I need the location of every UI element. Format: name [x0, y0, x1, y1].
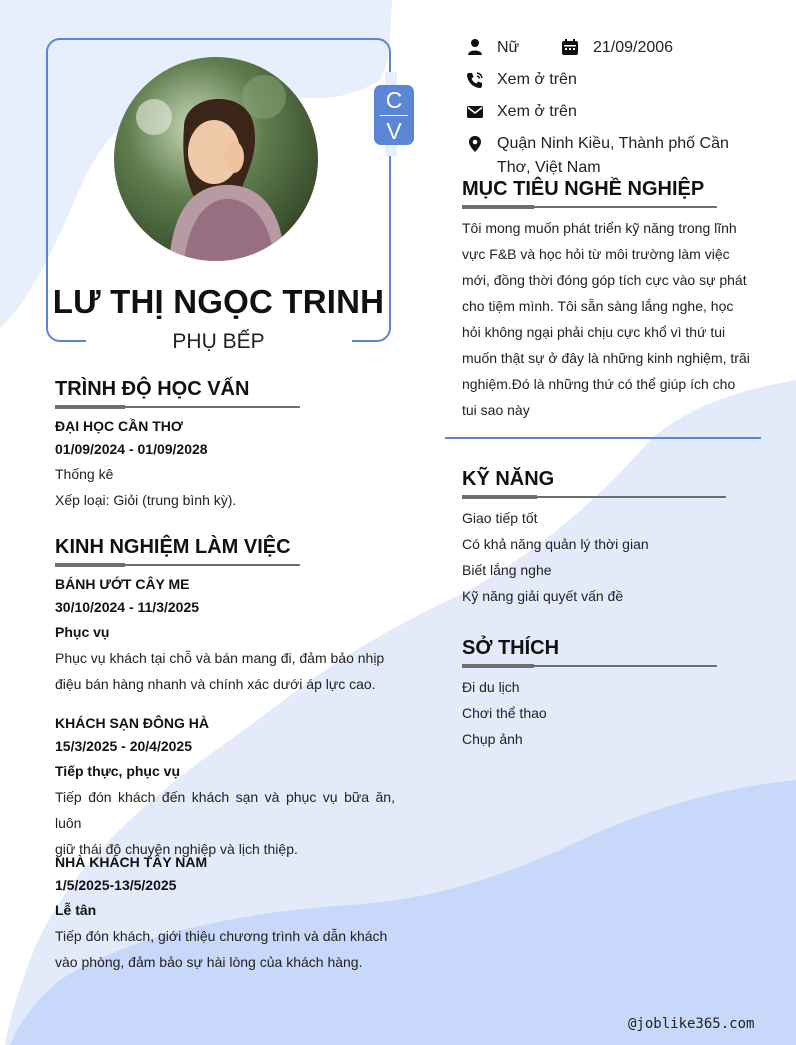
- job-description: Tiếp đón khách đến khách sạn và phục vụ bữa ăn, luôn giữ thái độ chuyên nghiệp và lịch thiệp.: [55, 789, 395, 857]
- job-period: 30/10/2024 - 11/3/2025: [55, 599, 200, 615]
- phone-icon: [466, 71, 484, 89]
- job-company: KHÁCH SẠN ĐÔNG HÀ: [55, 715, 209, 731]
- hobbies-rule: [462, 665, 717, 667]
- cv-letter-c: C: [385, 87, 403, 113]
- job-position: Lễ tân: [55, 902, 97, 918]
- hobbies-title: SỞ THÍCH: [462, 637, 560, 659]
- job-position: Tiếp thực, phục vụ: [55, 763, 181, 779]
- candidate-name: LƯ THỊ NGỌC TRINH: [52, 283, 385, 320]
- hobby-item: Chụp ảnh: [462, 731, 523, 747]
- skill-item: Có khả năng quản lý thời gian: [462, 536, 649, 552]
- hobby-item: Đi du lịch: [462, 679, 520, 695]
- job-period: 1/5/2025-13/5/2025: [55, 877, 177, 893]
- skill-item: Kỹ năng giải quyết vấn đề: [462, 588, 624, 604]
- mail-icon: [466, 103, 484, 121]
- section-divider: [445, 437, 761, 439]
- cv-letter-v: V: [386, 118, 402, 144]
- objective-title: MỤC TIÊU NGHỀ NGHIỆP: [462, 178, 705, 200]
- education-title: TRÌNH ĐỘ HỌC VẤN: [55, 378, 250, 400]
- education-rule: [55, 406, 300, 408]
- skill-item: Biết lắng nghe: [462, 562, 552, 578]
- school-name: ĐẠI HỌC CẦN THƠ: [55, 418, 183, 434]
- job-company: BÁNH ƯỚT CÂY ME: [55, 576, 190, 592]
- job-description: Phục vụ khách tại chỗ và bán mang đi, đảm bảo nhịp điệu bán hàng nhanh và chính xác dưới áp lực cao.: [55, 650, 385, 692]
- person-icon: [466, 38, 484, 56]
- phone: Xem ở trên: [497, 71, 577, 88]
- experience-title: KINH NGHIỆM LÀM VIỆC: [55, 536, 291, 558]
- birthdate: 21/09/2006: [593, 39, 674, 56]
- education-period: 01/09/2024 - 01/09/2028: [55, 441, 208, 457]
- objective-text: Tôi mong muốn phát triển kỹ năng trong lĩnh vực F&B và học hỏi từ môi trường làm việc mới, đồng thời đóng góp tích cực vào sự phát cho tiệm mình. Tôi sẵn sàng lắng nghe, học hỏi không ngại phải chịu cực khổ vì thứ tui muốn thật sự ở đây là những kinh nghiệm, trãi nghiệm.Đó là những thứ có thể giúp ích cho tui sao này: [462, 220, 750, 418]
- location-icon: [466, 135, 484, 153]
- skills-rule: [462, 496, 726, 498]
- calendar-icon: [561, 38, 579, 56]
- education-rank: Xếp loại: Giỏi (trung bình kỳ).: [55, 492, 237, 508]
- objective-rule: [462, 206, 717, 208]
- job-period: 15/3/2025 - 20/4/2025: [55, 738, 193, 754]
- hobby-item: Chơi thể thao: [462, 705, 547, 721]
- skill-item: Giao tiếp tốt: [462, 510, 538, 526]
- cv-badge: [374, 85, 414, 145]
- gender: Nữ: [497, 39, 520, 56]
- education-major: Thống kê: [55, 466, 114, 482]
- experience-rule: [55, 564, 300, 566]
- candidate-role: PHỤ BẾP: [172, 330, 265, 353]
- email: Xem ở trên: [497, 103, 577, 120]
- job-company: NHÀ KHÁCH TÂY NAM: [55, 854, 208, 870]
- address-line-1: Quận Ninh Kiều, Thành phố Cần: [497, 135, 729, 152]
- skills-title: KỸ NĂNG: [462, 468, 555, 490]
- footer-watermark: @joblike365.com: [628, 1016, 755, 1032]
- job-position: Phục vụ: [55, 624, 110, 640]
- avatar: [114, 57, 318, 261]
- address-line-2: Thơ, Việt Nam: [497, 159, 601, 176]
- job-description: Tiếp đón khách, giới thiệu chương trình và dẫn khách vào phòng, đảm bảo sự hài lòng của khách hàng.: [55, 928, 388, 970]
